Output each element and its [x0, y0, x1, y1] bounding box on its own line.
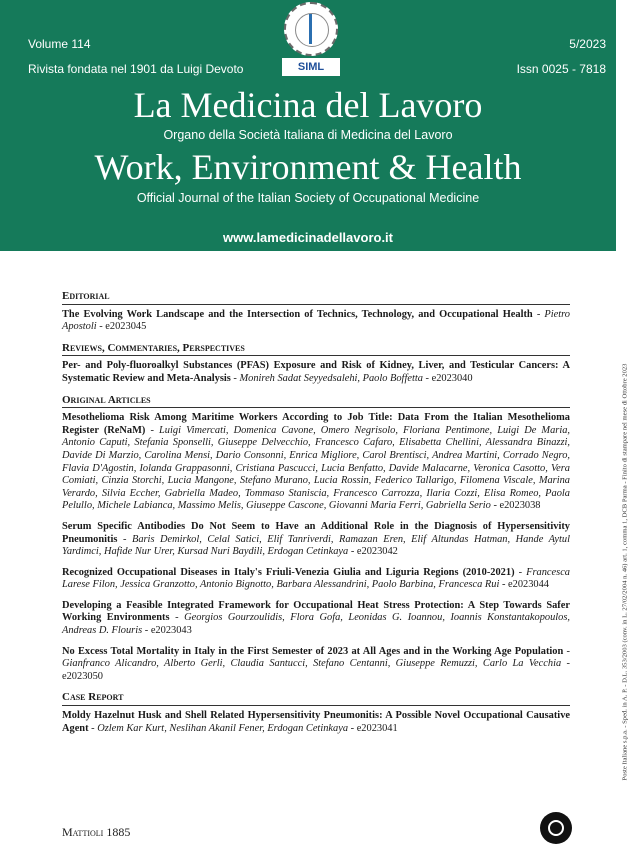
article-code: e2023040: [431, 372, 473, 384]
article-code: e2023044: [508, 579, 549, 591]
section-editorial: [62, 290, 570, 334]
article-item[interactable]: Mesothelioma Risk Among Maritime Workers According to Job Title: Data From the Italian Mesothelioma Register (ReNaM) - Luigi Vimercati, Domenica Cavone, Omero Negrisolo, Floriana Pentimone, Luigi De Maria, Antonio Caputi, Stefania Sponselli, Giuseppe Delvecchio, Francesco Cafaro, Elisabetta Chellini, Alessandra Binazzi, Davide Di Marzio, Carolina Mensi, Dario Consonni, Enrica Migliore, Carol Brentisci, Andrea Martini, Corrado Negro, Flavia D'Agostin, Iolanda Grappasonni, Cristiana Pascucci, Lucia Benfatto, Davide Malacarne, Veronica Casotto, Vera Comiati, Cinzia Storchi, Lucia Mangone, Stefano Murano, Lucia Rossin, Federico Tallarigo, Filomena Viscale, Marina Verardo, Silvia Eccher, Gabriella Madeo, Tommaso Staniscia, Francesco Carrozza, Ilaria Cozzi, Elisa Romeo, Paola Pelullo, Michele Labianca, Massimo Melis, Giuseppe Cascone, Giovanni Maria Ferri, Gabriella Serio - e2023038: [62, 412, 571, 512]
article-authors: Baris Demirkol, Celal Satici, Elif Tanriverdi, Ramazan Eren, Elif Altundas Hatman, Hande Aytul Yardimci, Hafide Nur Urer, Kursad Nuri Baydili, Erdogan Cetinkaya: [62, 533, 571, 558]
article-code: e2023042: [356, 546, 398, 558]
journal-url-link[interactable]: www.lamedicinadellavoro.it: [222, 230, 393, 245]
article-title: Serum Specific Antibodies Do Not Seem to Have an Additional Role in the Diagnosis of Hypersensitivity Pneumonitis: [62, 520, 570, 545]
article-authors: Luigi Vimercati, Domenica Cavone, Omero Negrisolo, Floriana Pentimone, Luigi De Maria, Antonio Caputi, Stefania Sponselli, Giuseppe Delvecchio, Francesco Cafaro, Elisabetta Chellini, Alessandra Binazzi, Davide Di Marzio, Carolina Mensi, Dario Consonni, Enrica Migliore, Carol Brentisci, Andrea Martini, Corrado Negro, Flavia D'Agostin, Iolanda Grappasonni, Cristiana Pascucci, Lucia Benfatto, Davide Malacarne, Veronica Casotto, Vera Comiati, Cinzia Storchi, Lucia Mangone, Stefano Murano, Lucia Rossin, Federico Tallarigo, Filomena Viscale, Marina Verardo, Silvia Eccher, Gabriella Madeo, Tommaso Staniscia, Francesco Carrozza, Ilaria Cozzi, Elisa Romeo, Paola Pelullo, Michele Labianca, Massimo Melis, Giuseppe Cascone, Giovanni Maria Ferri, Gabriella Serio: [62, 424, 571, 512]
siml-logo-text: SIML: [282, 58, 340, 76]
section-case-report: [62, 691, 570, 735]
article-code: e2023045: [105, 321, 147, 333]
article-item[interactable]: No Excess Total Mortality in Italy in the First Semester of 2023 at All Ages and in the Working Age Population - Gianfranco Alicandro, Alberto Gerli, Claudia Santucci, Stefano Centanni, Giuseppe Remuzzi, Carlo La Vecchia - e2023050: [62, 645, 571, 682]
article-authors: Ozlem Kar Kurt, Neslihan Akanil Fener, Erdogan Cetinkaya: [97, 722, 349, 734]
section-heading: Original Articles: [62, 394, 570, 409]
article-code: e2023038: [499, 500, 541, 512]
article-title: Per- and Poly-fluoroalkyl Substances (PFAS) Exposure and Risk of Kidney, Liver, and Testicular Cancers: A Systematic Review and Meta-Analysis: [62, 360, 570, 384]
article-title: Developing a Feasible Integrated Framework for Occupational Heat Stress Protection: A Step Towards Safer Working Environments: [62, 599, 570, 624]
article-authors: Gianfranco Alicandro, Alberto Gerli, Claudia Santucci, Stefano Centanni, Giuseppe Remuzzi, Carlo La Vecchia: [62, 658, 562, 670]
article-authors: Francesca Larese Filon, Jessica Granzotto, Antonio Bignotto, Barbara Alessandrini, Paolo Barbina, Francesca Rui: [62, 566, 570, 591]
article-authors: Georgios Gourzoulidis, Flora Gofa, Leonidas G. Ioannou, Ioannis Konstantakopoulos, Andreas D. Flouris: [62, 612, 571, 637]
section-heading: Reviews, Commentaries, Perspectives: [62, 342, 570, 357]
section-heading: Case Report: [62, 691, 570, 706]
journal-header: [0, 0, 616, 251]
article-authors: Monireh Sadat Seyyedsalehi, Paolo Boffetta: [239, 372, 423, 384]
section-reviews: [62, 342, 570, 386]
subtitle-english: Official Journal of the Italian Society of Occupational Medicine: [136, 191, 480, 205]
article-title: Moldy Hazelnut Husk and Shell Related Hypersensitivity Pneumonitis: A Possible Novel Occupational Causative Agent: [62, 710, 570, 734]
article-title: Recognized Occupational Diseases in Italy's Friuli-Venezia Giulia and Liguria Regions (2010-2021): [62, 566, 515, 578]
article-code: e2023043: [150, 625, 192, 637]
article-item[interactable]: Moldy Hazelnut Husk and Shell Related Hypersensitivity Pneumonitis: A Possible Novel Occupational Causative Agent - Ozlem Kar Kurt, Neslihan Akanil Fener, Erdogan Cetinkaya - e2023041: [62, 710, 570, 734]
article-title: No Excess Total Mortality in Italy in the First Semester of 2023 at All Ages and in the Working Age Population: [62, 645, 564, 657]
title-italian: La Medicina del Lavoro: [133, 85, 483, 125]
subtitle-italian: Organo della Società Italiana di Medicina del Lavoro: [163, 128, 453, 142]
issn-label: Issn 0025 - 7818: [516, 62, 606, 76]
article-code: e2023050: [62, 670, 103, 682]
article-item[interactable]: Recognized Occupational Diseases in Italy's Friuli-Venezia Giulia and Liguria Regions (2010-2021) - Francesca Larese Filon, Jessica Granzotto, Antonio Bignotto, Barbara Alessandrini, Paolo Barbina, Francesca Rui - e2023044: [62, 566, 570, 591]
publisher-name: Mattioli 1885: [62, 825, 131, 839]
article-item[interactable]: Serum Specific Antibodies Do Not Seem to Have an Additional Role in the Diagnosis of Hypersensitivity Pneumonitis - Baris Demirkol, Celal Satici, Elif Tanriverdi, Ramazan Eren, Elif Altundas Hatman, Hande Aytul Yardimci, Hafide Nur Urer, Kursad Nuri Baydili, Erdogan Cetinkaya - e2023042: [62, 520, 571, 558]
side-postal-text: Poste Italiane s.p.a. - Sped. in A. P. - D.L. 353/2003 (conv. in L. 27/02/2004 n. 46) art. 1, comma 1, DCB Parma - Finito di stampare nel mese di Ottobre 2023: [621, 363, 629, 781]
table-of-contents: [62, 290, 570, 743]
article-item[interactable]: The Evolving Work Landscape and the Intersection of Technics, Technology, and Occupational Health - Pietro Apostoli - e2023045: [62, 308, 571, 333]
volume-label: Volume 114: [28, 37, 91, 51]
founded-label: Rivista fondata nel 1901 da Luigi Devoto: [28, 62, 244, 76]
title-english: Work, Environment & Health: [94, 147, 522, 187]
publisher-logo-icon: [540, 812, 572, 844]
side-postal-note: [618, 300, 632, 845]
article-item[interactable]: Developing a Feasible Integrated Framework for Occupational Heat Stress Protection: A Step Towards Safer Working Environments - Georgios Gourzoulidis, Flora Gofa, Leonidas G. Ioannou, Ioannis Konstantakopoulos, Andreas D. Flouris - e2023043: [62, 599, 571, 637]
article-code: e2023041: [356, 722, 398, 734]
article-title: Mesothelioma Risk Among Maritime Workers According to Job Title: Data From the Italian Mesothelioma Register (ReNaM): [62, 412, 570, 436]
siml-logo: [282, 2, 342, 76]
section-original-articles: [62, 394, 570, 684]
seal-icon: [284, 2, 338, 56]
article-item[interactable]: Per- and Poly-fluoroalkyl Substances (PFAS) Exposure and Risk of Kidney, Liver, and Testicular Cancers: A Systematic Review and Meta-Analysis - Monireh Sadat Seyyedsalehi, Paolo Boffetta - e2023040: [62, 360, 570, 384]
article-title: The Evolving Work Landscape and the Intersection of Technics, Technology, and Occupational Health: [62, 308, 533, 320]
issue-label: 5/2023: [569, 37, 606, 51]
section-heading: Editorial: [62, 290, 570, 305]
article-authors: Pietro Apostoli: [62, 308, 571, 333]
